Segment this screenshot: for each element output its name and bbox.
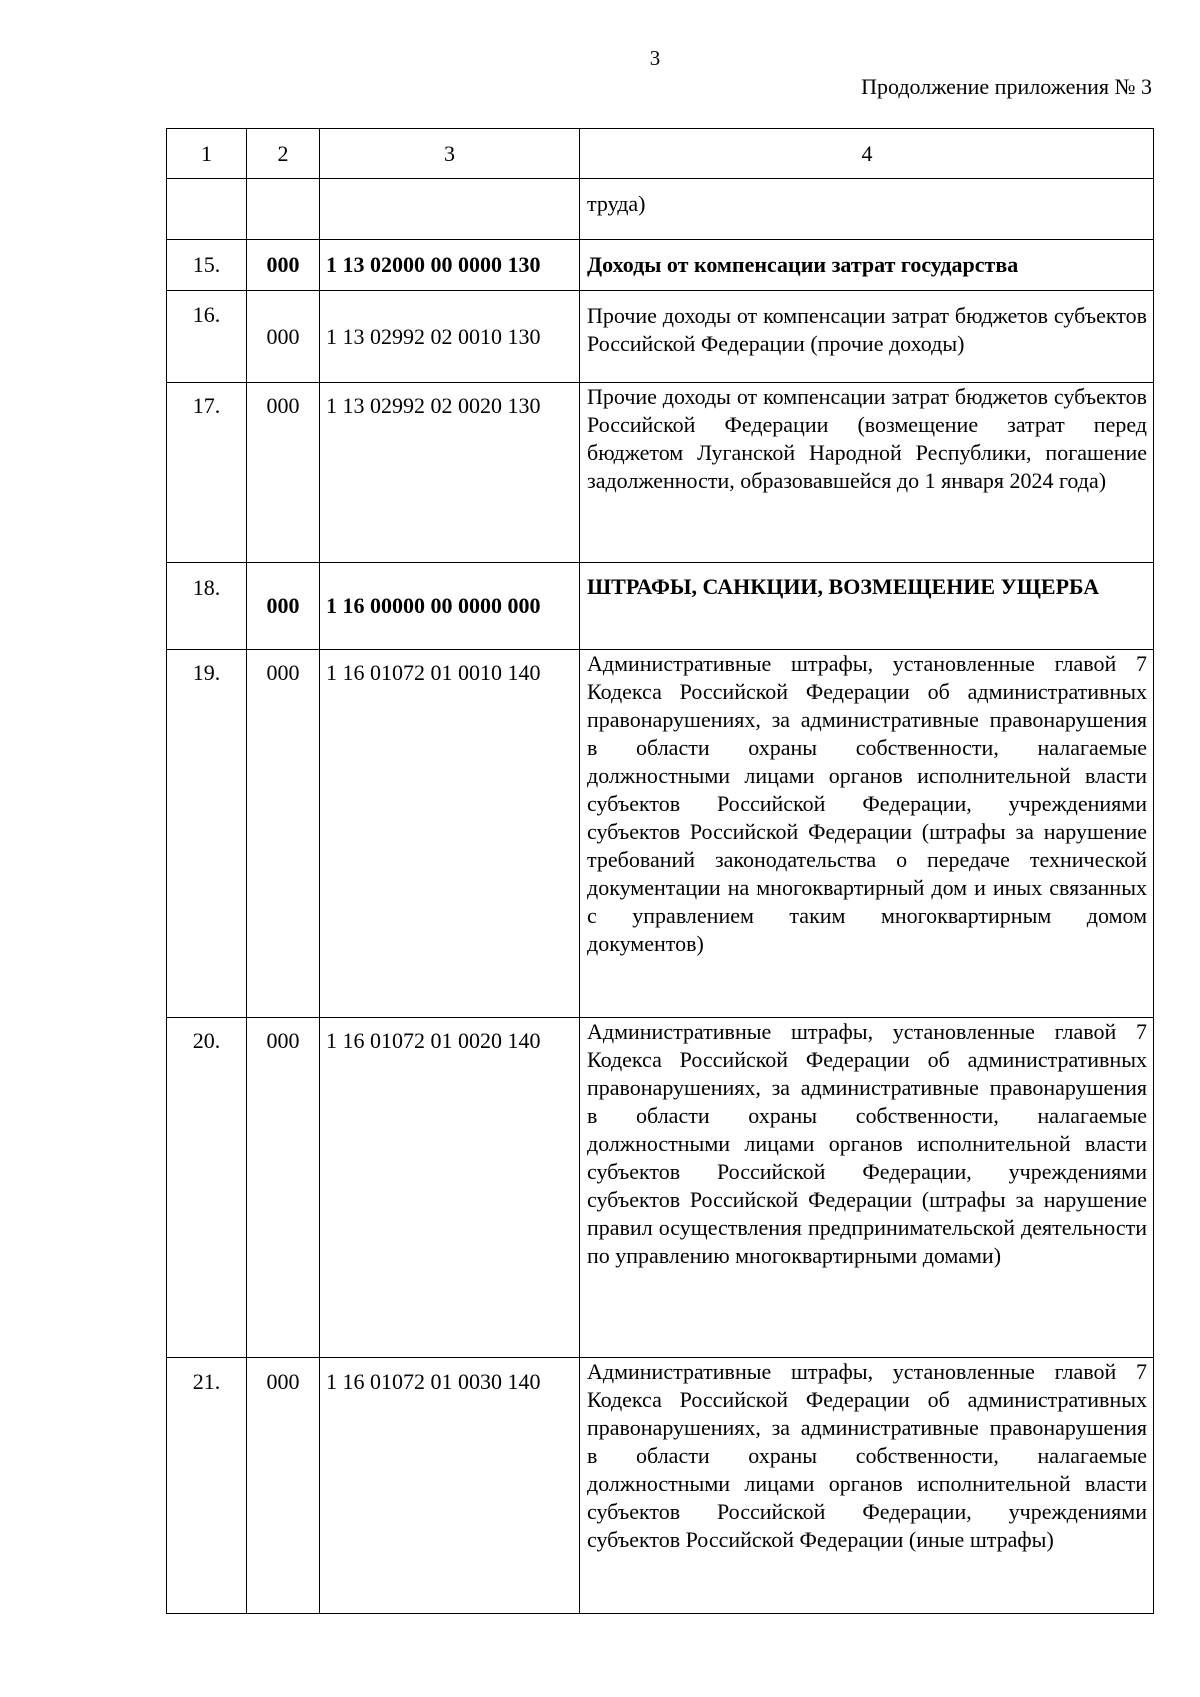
table-row — [167, 240, 1154, 291]
table-row — [167, 1358, 1154, 1614]
column-header-4: 4 — [580, 129, 1154, 179]
row-description: Административные штрафы, установленные главой 7 Кодекса Российской Федерации об административных правонарушениях, за административные правонарушения в области охраны собственности, налагаемые должностными лицами органов исполнительной власти субъектов Российской Федерации, учреждениями субъектов Российской Федерации (иные штрафы) — [580, 1358, 1154, 1614]
continuation-text: труда) — [580, 179, 1154, 240]
admin-code: 000 — [247, 1018, 320, 1358]
budget-code: 1 16 01072 01 0020 140 — [320, 1018, 580, 1358]
revenue-codes-table — [166, 128, 1154, 1614]
admin-code: 000 — [247, 563, 320, 650]
admin-code: 000 — [247, 383, 320, 563]
row-description: Прочие доходы от компенсации затрат бюджетов субъектов Российской Федерации (прочие доходы) — [580, 291, 1154, 383]
admin-code: 000 — [247, 650, 320, 1018]
budget-code: 1 13 02992 02 0020 130 — [320, 383, 580, 563]
admin-code: 000 — [247, 1358, 320, 1614]
page-number: 3 — [649, 46, 661, 70]
row-number: 21. — [167, 1358, 247, 1614]
row-number: 19. — [167, 650, 247, 1018]
table-row — [167, 383, 1154, 563]
row-number: 18. — [167, 563, 247, 650]
row-description: Административные штрафы, установленные главой 7 Кодекса Российской Федерации об административных правонарушениях, за административные правонарушения в области охраны собственности, налагаемые должностными лицами органов исполнительной власти субъектов Российской Федерации, учреждениями субъектов Российской Федерации (штрафы за нарушение правил осуществления предпринимательской деятельности по управлению многоквартирными домами) — [580, 1018, 1154, 1358]
row-description: ШТРАФЫ, САНКЦИИ, ВОЗМЕЩЕНИЕ УЩЕРБА — [580, 563, 1154, 650]
row-number: 15. — [167, 240, 247, 291]
table-row — [167, 650, 1154, 1018]
admin-code: 000 — [247, 291, 320, 383]
budget-code: 1 13 02992 02 0010 130 — [320, 291, 580, 383]
row-number: 17. — [167, 383, 247, 563]
budget-code: 1 16 01072 01 0030 140 — [320, 1358, 580, 1614]
row-number: 20. — [167, 1018, 247, 1358]
row-description: Прочие доходы от компенсации затрат бюджетов субъектов Российской Федерации (возмещение затрат перед бюджетом Луганской Народной Республики, погашение задолженности, образовавшейся до 1 января 2024 года) — [580, 383, 1154, 563]
table-row — [167, 1018, 1154, 1358]
budget-code: 1 16 01072 01 0010 140 — [320, 650, 580, 1018]
row-description: Административные штрафы, установленные главой 7 Кодекса Российской Федерации об административных правонарушениях, за административные правонарушения в области охраны собственности, налагаемые должностными лицами органов исполнительной власти субъектов Российской Федерации, учреждениями субъектов Российской Федерации (штрафы за нарушение требований законодательства о передаче технической документации на многоквартирный дом и иных связанных с управлением таким многоквартирным домом документов) — [580, 650, 1154, 1018]
row-description: Доходы от компенсации затрат государства — [580, 240, 1154, 291]
table-header-row — [167, 129, 1154, 179]
appendix-title: Продолжение приложения № 3 — [861, 74, 1152, 99]
admin-code: 000 — [247, 240, 320, 291]
table-row — [167, 291, 1154, 383]
table-row — [167, 179, 1154, 240]
budget-code: 1 13 02000 00 0000 130 — [320, 240, 580, 291]
column-header-2: 2 — [247, 129, 320, 179]
column-header-1: 1 — [167, 129, 247, 179]
budget-code: 1 16 00000 00 0000 000 — [320, 563, 580, 650]
column-header-3: 3 — [320, 129, 580, 179]
row-number: 16. — [167, 291, 247, 383]
table-row — [167, 563, 1154, 650]
